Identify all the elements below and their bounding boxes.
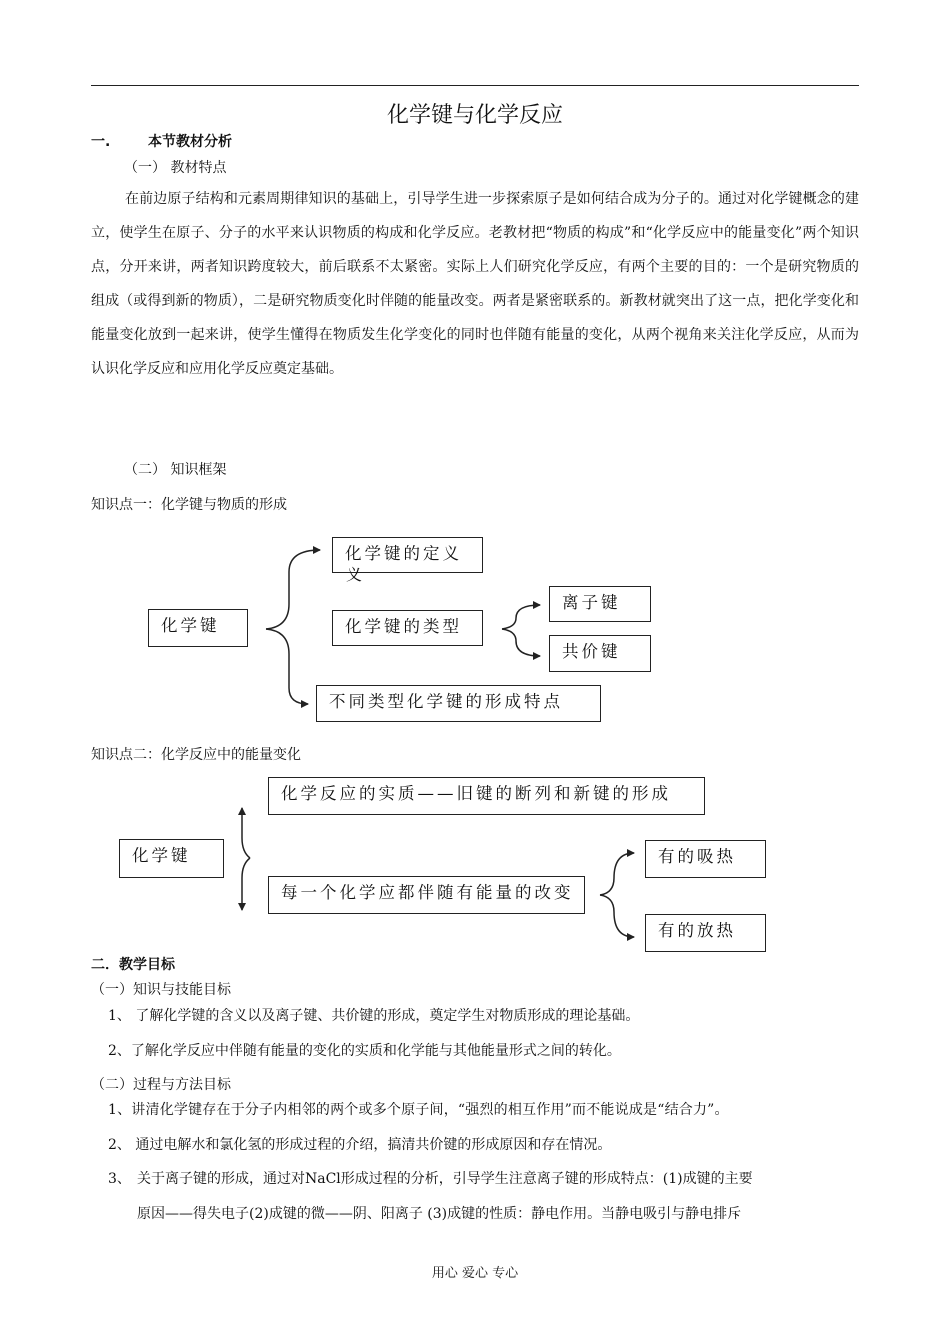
d1-main-brace <box>266 550 320 629</box>
page-title: 化学键与化学反应 <box>386 103 563 128</box>
knowledge-point-2-label: 知识点二：化学反应中的能量变化 <box>91 747 301 763</box>
d1-types-box <box>332 610 483 646</box>
d1-ionic-text: 离子键 <box>562 593 621 612</box>
section2-heading: 二．教学目标 <box>91 957 175 973</box>
d1-definition-text: 化学键的定义 <box>345 544 462 563</box>
d2-main-brace-upper <box>242 808 250 858</box>
section1-subheading-framework: （二） 知识框架 <box>124 462 227 478</box>
d2-release-box <box>645 914 766 952</box>
d1-features-text: 不同类型化学键的形成特点 <box>329 692 563 711</box>
d2-energy-brace-upper <box>600 853 634 895</box>
goal-item-2: 2、了解化学反应中伴随有能量的变化的实质和化学能与其他能量形式之间的转化。 <box>108 1043 621 1059</box>
d1-types-brace-upper <box>502 605 540 629</box>
knowledge-point-1-label: 知识点一：化学键与物质的形成 <box>91 497 287 513</box>
d1-root-text: 化学键 <box>161 616 220 635</box>
goal-item-5-number: 3、 <box>108 1171 131 1187</box>
section1-subheading-features: （一） 教材特点 <box>124 160 227 176</box>
d1-main-brace-lower <box>266 629 308 704</box>
d2-absorb-box <box>645 840 766 878</box>
paragraph-text: 在前边原子结构和元素周期律知识的基础上，引导学生进一步探索原子是如何结合成为分子的。通过对化学键概念的建立，使学生在原子、分子的水平来认识物质的构成和化学反应。老教材把“物质的构成”和“化学反应中的能量变化”两个知识点，分开来讲，两者知识跨度较大，前后联系不太紧密。实际上人们研究化学反应，有两个主要的目的：一个是研究物质的组成（或得到新的物质），二是研究物质变化时伴随的能量改变。两者是紧密联系的。新教材就突出了这一点，把化学变化和能量变化放到一起来讲，使学生懂得在物质发生化学变化的同时也伴随有能量的变化，从两个视角来关注化学反应，从而为认识化学反应和应用化学反应奠定基础。 <box>91 191 859 377</box>
d2-absorb-text: 有的吸热 <box>658 847 736 866</box>
d1-types-brace-lower <box>502 629 540 656</box>
d2-energy-box <box>268 876 585 914</box>
d1-ionic-box <box>549 586 651 622</box>
goal-item-3: 1、讲清化学键存在于分子内相邻的两个或多个原子间，“强烈的相互作用”而不能说成是“结合力”。 <box>108 1102 729 1118</box>
d1-types-text: 化学键的类型 <box>345 617 462 636</box>
goal-item-5-line-1: 关于离子键的形成，通过对NaCl形成过程的分析，引导学生注意离子键的形成特点：(1)成键的主要 <box>137 1171 753 1187</box>
section1-number: 一. <box>91 134 111 150</box>
section2-subheading-process: （二）过程与方法目标 <box>91 1077 231 1093</box>
page-footer: 用心 爱心 专心 <box>431 1266 519 1281</box>
d1-covalent-text: 共价键 <box>562 642 621 661</box>
goal-item-4: 2、 通过电解水和氯化氢的形成过程的介绍，搞清共价键的形成原因和存在情况。 <box>108 1137 612 1153</box>
goal-item-1: 1、 了解化学键的含义以及离子键、共价键的形成，奠定学生对物质形成的理论基础。 <box>108 1008 640 1024</box>
d1-covalent-box <box>549 635 651 672</box>
d1-features-box <box>316 685 601 722</box>
d1-definition-overflow-text: 义 <box>346 565 366 584</box>
d1-root-box <box>148 609 248 647</box>
d1-definition-box <box>332 537 483 584</box>
header-rule <box>91 85 859 86</box>
d2-root-text: 化学键 <box>132 846 191 865</box>
d2-energy-text: 每一个化学应都伴随有能量的改变 <box>281 883 574 902</box>
d2-energy-brace-lower <box>600 895 634 937</box>
d2-essence-box <box>268 777 705 815</box>
d2-essence-text: 化学反应的实质——旧键的断列和新键的形成 <box>281 784 671 803</box>
d2-root-box <box>119 839 224 878</box>
section2-subheading-knowledge: （一）知识与技能目标 <box>91 982 231 998</box>
goal-item-5-line-2: 原因——得失电子(2)成键的微——阴、阳离子 (3)成键的性质：静电作用。当静电吸引与静电排斥 <box>137 1206 742 1222</box>
section1-heading: 本节教材分析 <box>148 134 232 150</box>
d2-release-text: 有的放热 <box>658 921 736 940</box>
d2-main-brace-lower <box>242 858 250 910</box>
textbook-features-paragraph <box>91 182 859 386</box>
